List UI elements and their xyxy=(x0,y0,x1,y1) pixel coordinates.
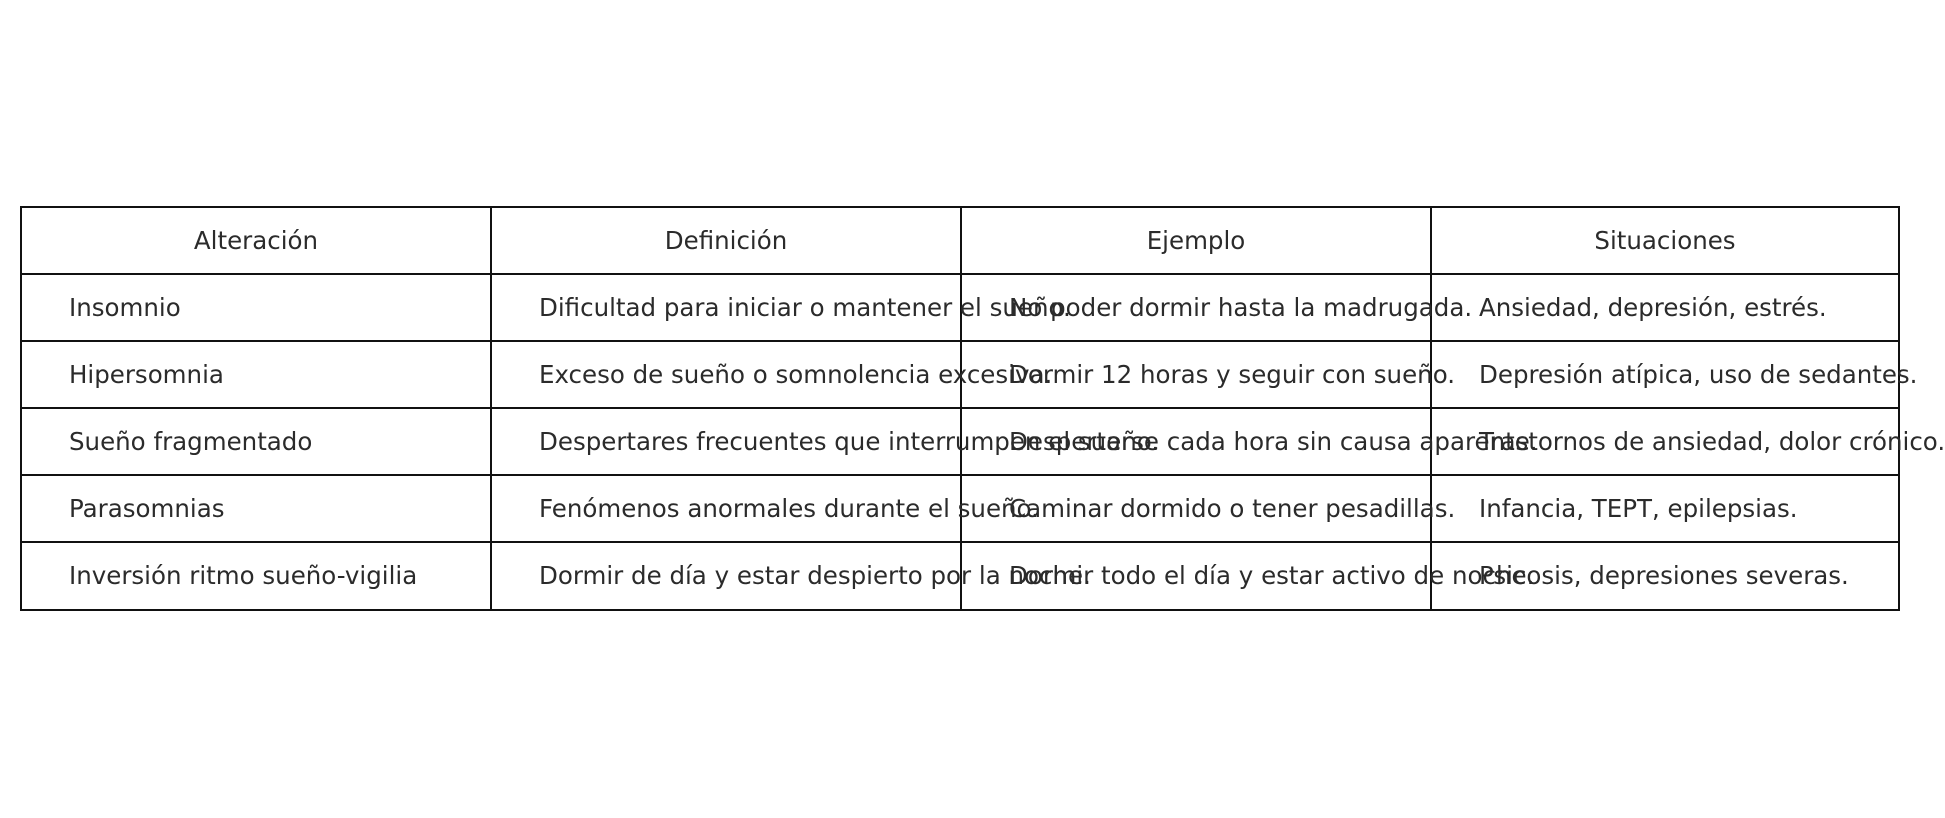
table-cell: Ansiedad, depresión, estrés. xyxy=(1432,275,1898,342)
header-ejemplo: Ejemplo xyxy=(962,208,1432,275)
table-cell: No poder dormir hasta la madrugada. xyxy=(962,275,1432,342)
sleep-disorders-table xyxy=(20,206,1945,611)
table-cell: Dormir de día y estar despierto por la noche. xyxy=(492,543,962,609)
header-definicion: Definición xyxy=(492,208,962,275)
header-situaciones: Situaciones xyxy=(1432,208,1898,275)
table-cell: Hipersomnia xyxy=(22,342,492,409)
table-cell: Dormir todo el día y estar activo de noche. xyxy=(962,543,1432,609)
table-cell: Dificultad para iniciar o mantener el sueño. xyxy=(492,275,962,342)
table-cell: Dormir 12 horas y seguir con sueño. xyxy=(962,342,1432,409)
header-alteracion: Alteración xyxy=(22,208,492,275)
table-cell: Infancia, TEPT, epilepsias. xyxy=(1432,476,1898,543)
table-cell: Exceso de sueño o somnolencia excesiva. xyxy=(492,342,962,409)
table-cell: Fenómenos anormales durante el sueño. xyxy=(492,476,962,543)
table-cell: Caminar dormido o tener pesadillas. xyxy=(962,476,1432,543)
table-cell: Insomnio xyxy=(22,275,492,342)
table-cell: Trastornos de ansiedad, dolor crónico. xyxy=(1432,409,1898,476)
table-cell: Despertarse cada hora sin causa aparente. xyxy=(962,409,1432,476)
table-cell: Parasomnias xyxy=(22,476,492,543)
table-cell: Inversión ritmo sueño-vigilia xyxy=(22,543,492,609)
table-cell: Sueño fragmentado xyxy=(22,409,492,476)
table-cell: Depresión atípica, uso de sedantes. xyxy=(1432,342,1898,409)
table-cell: Despertares frecuentes que interrumpen el sueño. xyxy=(492,409,962,476)
table-cell: Psicosis, depresiones severas. xyxy=(1479,561,1849,590)
